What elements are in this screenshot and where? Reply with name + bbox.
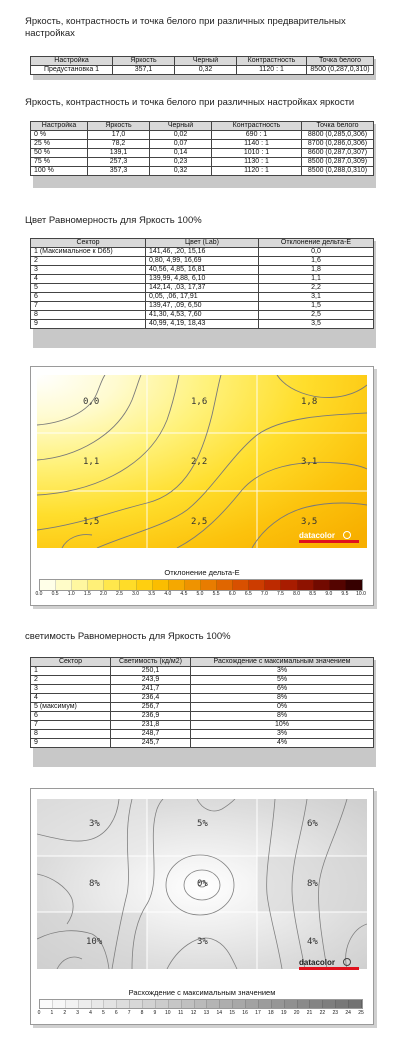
scale-swatch: [66, 1000, 79, 1008]
section1-title-line1: Яркость, контрастность и точка белого при различных предварительных: [25, 16, 346, 27]
scale-tick-label: 18: [268, 1010, 274, 1016]
column-header: Контрастность: [212, 122, 302, 131]
table-cell: Предустановка 1: [31, 66, 113, 75]
table-cell: 100 %: [31, 167, 88, 176]
table-cell: 236,4: [111, 694, 191, 703]
column-header: Сектор: [31, 239, 146, 248]
scale-tick-label: 3: [76, 1010, 80, 1016]
scale-swatch: [120, 580, 136, 590]
table-cell: 3%: [191, 730, 374, 739]
scale-tick-label: 19: [280, 1010, 287, 1016]
scale-tick-label: 4.5: [180, 591, 188, 597]
heatmap-cell-label: 0%: [197, 879, 208, 889]
table-cell: 6: [31, 712, 111, 721]
column-header: Точка белого: [302, 122, 374, 131]
table-cell: 40,99, 4,19, 18,43: [146, 320, 259, 329]
scale-swatch: [185, 580, 201, 590]
scale-tick-label: 3.0: [132, 591, 140, 597]
table-cell: 3: [31, 266, 146, 275]
scale-tick-label: 16: [242, 1010, 248, 1016]
table-row: [31, 66, 374, 75]
scale-swatch: [298, 580, 314, 590]
datacolor-logo: [299, 957, 359, 969]
table-cell: 5 (максимум): [31, 703, 111, 712]
heatmap-cell-label: 8%: [89, 879, 100, 889]
section2-title: Яркость, контрастность и точка белого при различных настройках яркости: [25, 97, 355, 108]
heatmap-cell-label: 1,8: [301, 397, 318, 407]
section3-title: Цвет Равномерность для Яркость 100%: [25, 215, 202, 226]
scale-tick-label: 8.5: [309, 591, 317, 597]
scale-tick-label: 14: [216, 1010, 223, 1016]
heatmap-cell-label: 3,1: [301, 457, 318, 467]
table-row: [31, 302, 374, 311]
table-cell: 8%: [191, 712, 374, 721]
table-cell: 1120 : 1: [237, 66, 307, 75]
luminance-uniformity-table: [30, 657, 374, 748]
table-cell: 17,0: [88, 131, 150, 140]
table-cell: 142,14, ,03, 17,37: [146, 284, 259, 293]
scale-tick-label: 7.5: [277, 591, 284, 597]
scale-tick-label: 13: [203, 1010, 210, 1016]
scale-swatch: [281, 580, 297, 590]
section4-title: светимость Равномерность для Яркость 100%: [25, 631, 231, 642]
scale-tick-label: 24: [345, 1010, 351, 1016]
table-row: [31, 667, 374, 676]
scale-swatch: [56, 580, 72, 590]
scale-tick-label: 5.0: [196, 591, 204, 597]
table-cell: 8%: [191, 694, 374, 703]
table-cell: 8500 (0,287,0,310): [307, 66, 374, 75]
column-header: Цвет (Lab): [146, 239, 259, 248]
scale-tick-label: 12: [190, 1010, 197, 1016]
table-cell: 0 %: [31, 131, 88, 140]
scale-swatch: [285, 1000, 298, 1008]
table-cell: 5: [31, 284, 146, 293]
logo-text: datacolor: [299, 958, 336, 967]
scale-swatch: [79, 1000, 92, 1008]
luminance-chart-panel: [30, 788, 374, 1025]
table-cell: 8500 (0,288,0,310): [302, 167, 374, 176]
table-cell: 139,47, ,09, 6,50: [146, 302, 259, 311]
scale-swatch: [104, 580, 120, 590]
table-row: [31, 275, 374, 284]
table-row: [31, 248, 374, 257]
scale-tick-label: 15: [229, 1010, 235, 1016]
scale-tick-label: 22: [319, 1010, 326, 1016]
scale-tick-label: 4.0: [164, 591, 172, 597]
scale-tick-label: 5.5: [212, 591, 220, 597]
table-cell: 41,30, 4,53, 7,60: [146, 311, 259, 320]
table-cell: 1,8: [259, 266, 374, 275]
table-cell: 141,46, ,20, 15,16: [146, 248, 259, 257]
logo-bar-icon: [299, 540, 359, 543]
heatmap-cell-label: 3,5: [301, 517, 318, 527]
scale-swatch: [249, 580, 265, 590]
datacolor-logo: [299, 530, 359, 542]
scale-swatch: [169, 580, 185, 590]
table-row: [31, 721, 374, 730]
table-cell: 10%: [191, 721, 374, 730]
scale-swatch: [137, 580, 153, 590]
scale-tick-label: 20: [293, 1010, 300, 1016]
scale-tick-label: 21: [306, 1010, 313, 1016]
column-header: Настройка: [31, 57, 113, 66]
table-cell: 248,7: [111, 730, 191, 739]
table-cell: 0,0: [259, 248, 374, 257]
table-cell: 1 (Максимальное к D65): [31, 248, 146, 257]
table-cell: 4%: [191, 739, 374, 748]
presets-table: [30, 56, 374, 75]
scale-swatch: [130, 1000, 143, 1008]
scale-swatch: [153, 580, 169, 590]
scale-swatch: [88, 580, 104, 590]
scale-swatch: [201, 580, 217, 590]
heatmap-cell-label: 0,0: [83, 397, 100, 407]
heatmap-cell-label: 2,5: [191, 517, 208, 527]
table-cell: 0,05, ,06, 17,91: [146, 293, 259, 302]
table-cell: 6%: [191, 685, 374, 694]
column-header: Точка белого: [307, 57, 374, 66]
table-cell: 4: [31, 275, 146, 284]
table-cell: 1130 : 1: [212, 158, 302, 167]
table-cell: 8800 (0,285,0,306): [302, 131, 374, 140]
column-header: Яркость: [88, 122, 150, 131]
scale-swatch: [233, 1000, 246, 1008]
scale-tick-label: 10.0: [356, 591, 366, 597]
table-cell: 241,7: [111, 685, 191, 694]
table-cell: 257,3: [88, 158, 150, 167]
logo-bar-icon: [299, 967, 359, 970]
scale-tick-label: 25: [358, 1010, 364, 1016]
table-cell: 50 %: [31, 149, 88, 158]
heatmap-cell-label: 10%: [86, 937, 103, 947]
scale-tick-label: 10: [165, 1010, 171, 1016]
scale-swatch: [207, 1000, 220, 1008]
table-cell: 8600 (0,287,0,307): [302, 149, 374, 158]
table-cell: 8: [31, 730, 111, 739]
scale-swatch: [330, 580, 346, 590]
scale-swatch: [40, 1000, 53, 1008]
table-cell: 0,07: [150, 140, 212, 149]
table-cell: 357,1: [113, 66, 175, 75]
table-cell: 357,3: [88, 167, 150, 176]
table-cell: 0,23: [150, 158, 212, 167]
table-header-row: [31, 658, 374, 667]
scale-tick-label: 6: [114, 1010, 118, 1016]
luminance-scale-ticks: [31, 1010, 373, 1018]
heatmap-cell-label: 1,5: [83, 517, 100, 527]
table-row: [31, 293, 374, 302]
table-row: [31, 685, 374, 694]
scale-swatch: [323, 1000, 336, 1008]
scale-swatch: [233, 580, 249, 590]
table-row: [31, 257, 374, 266]
heatmap-cell-label: 4%: [307, 937, 318, 947]
table-cell: 4: [31, 694, 111, 703]
scale-tick-label: 23: [332, 1010, 339, 1016]
scale-swatch: [259, 1000, 272, 1008]
column-header: Яркость: [113, 57, 175, 66]
table-row: [31, 320, 374, 329]
table-cell: 1,5: [259, 302, 374, 311]
color-uniformity-table: [30, 238, 374, 329]
scale-swatch: [314, 580, 330, 590]
heatmap-cell-label: 2,2: [191, 457, 208, 467]
table-cell: 75 %: [31, 158, 88, 167]
table-cell: 2,2: [259, 284, 374, 293]
table-row: [31, 703, 374, 712]
table-cell: 250,1: [111, 667, 191, 676]
column-header: Отклонение дельта-E: [259, 239, 374, 248]
table-cell: 0,14: [150, 149, 212, 158]
table-row: [31, 284, 374, 293]
table-cell: 139,1: [88, 149, 150, 158]
scale-tick-label: 4: [89, 1010, 92, 1016]
heatmap-cell-label: 1,6: [191, 397, 208, 407]
scale-tick-label: 0.5: [51, 591, 59, 597]
table-cell: 231,8: [111, 721, 191, 730]
heatmap-cell-label: 3%: [89, 819, 100, 829]
column-header: Черный: [175, 57, 237, 66]
column-header: Контрастность: [237, 57, 307, 66]
chart1-caption: Отклонение дельта-E: [164, 568, 240, 577]
table-cell: 139,99, 4,88, 6,10: [146, 275, 259, 284]
table-cell: 1140 : 1: [212, 140, 302, 149]
scale-tick-label: 3.5: [148, 591, 156, 597]
table-cell: 8700 (0,286,0,306): [302, 140, 374, 149]
scale-swatch: [182, 1000, 195, 1008]
logo-circle-icon: [343, 531, 351, 539]
scale-tick-label: 0.0: [35, 591, 43, 597]
scale-tick-label: 0: [37, 1010, 41, 1016]
scale-swatch: [349, 1000, 362, 1008]
table-cell: 3%: [191, 667, 374, 676]
table-cell: 1,6: [259, 257, 374, 266]
table-row: [31, 311, 374, 320]
table-row: [31, 149, 374, 158]
scale-swatch: [272, 1000, 285, 1008]
table-cell: 3: [31, 685, 111, 694]
scale-tick-label: 9.5: [341, 591, 349, 597]
heatmap-cell-label: 8%: [307, 879, 318, 889]
table-cell: 6: [31, 293, 146, 302]
table-cell: 0,32: [175, 66, 237, 75]
scale-swatch: [346, 580, 362, 590]
heatmap-cell-label: 6%: [307, 819, 318, 829]
scale-swatch: [265, 580, 281, 590]
scale-swatch: [117, 1000, 130, 1008]
table-cell: 1120 : 1: [212, 167, 302, 176]
table-row: [31, 739, 374, 748]
scale-tick-label: 9.0: [325, 591, 333, 597]
scale-swatch: [217, 580, 233, 590]
scale-tick-label: 7.0: [260, 591, 268, 597]
delta-e-color-scale: [39, 579, 363, 591]
scale-swatch: [336, 1000, 349, 1008]
scale-tick-label: 8: [140, 1010, 144, 1016]
heatmap-cell-label: 1,1: [83, 457, 100, 467]
table-cell: 40,56, 4,85, 16,81: [146, 266, 259, 275]
column-header: Черный: [150, 122, 212, 131]
table-row: [31, 694, 374, 703]
scale-tick-label: 5: [102, 1010, 105, 1016]
table-row: [31, 730, 374, 739]
table-cell: 0,80, 4,99, 16,69: [146, 257, 259, 266]
table-header-row: [31, 57, 374, 66]
table-row: [31, 158, 374, 167]
logo-text: datacolor: [299, 531, 336, 540]
scale-tick-label: 1.5: [83, 591, 91, 597]
heatmap-cell-label: 3%: [197, 937, 208, 947]
scale-tick-label: 1.0: [67, 591, 75, 597]
column-header: Настройка: [31, 122, 88, 131]
table-cell: 245,7: [111, 739, 191, 748]
table-cell: 9: [31, 739, 111, 748]
scale-tick-label: 2: [63, 1010, 67, 1016]
scale-tick-label: 7: [127, 1010, 131, 1016]
table-cell: 2: [31, 676, 111, 685]
table-row: [31, 712, 374, 721]
table-row: [31, 131, 374, 140]
scale-swatch: [72, 580, 88, 590]
table-cell: 3,1: [259, 293, 374, 302]
scale-swatch: [143, 1000, 156, 1008]
scale-swatch: [104, 1000, 117, 1008]
table-cell: 236,9: [111, 712, 191, 721]
scale-swatch: [53, 1000, 66, 1008]
table-cell: 7: [31, 721, 111, 730]
table-cell: 25 %: [31, 140, 88, 149]
scale-tick-label: 11: [178, 1010, 184, 1016]
table-cell: 8: [31, 311, 146, 320]
table-cell: 8500 (0,287,0,309): [302, 158, 374, 167]
column-header: Сектор: [31, 658, 111, 667]
table-cell: 1,1: [259, 275, 374, 284]
section1-title-line2: настройках: [25, 28, 75, 39]
logo-circle-icon: [343, 958, 351, 966]
table-row: [31, 140, 374, 149]
scale-swatch: [156, 1000, 169, 1008]
table-header-row: [31, 239, 374, 248]
scale-swatch: [40, 580, 56, 590]
table-cell: 2,5: [259, 311, 374, 320]
table-cell: 690 : 1: [212, 131, 302, 140]
scale-tick-label: 2.5: [116, 591, 123, 597]
scale-tick-label: 9: [153, 1010, 157, 1016]
scale-swatch: [195, 1000, 208, 1008]
scale-tick-label: 1: [50, 1010, 54, 1016]
table-cell: 9: [31, 320, 146, 329]
scale-swatch: [169, 1000, 182, 1008]
scale-swatch: [92, 1000, 105, 1008]
scale-swatch: [298, 1000, 311, 1008]
luminance-gray-scale: [39, 999, 363, 1009]
table-cell: 0,32: [150, 167, 212, 176]
heatmap-cell-label: 5%: [197, 819, 208, 829]
table-row: [31, 167, 374, 176]
brightness-table: [30, 121, 374, 176]
scale-tick-label: 2.0: [99, 591, 107, 597]
table-cell: 1010 : 1: [212, 149, 302, 158]
scale-tick-label: 17: [255, 1010, 261, 1016]
scale-tick-label: 8.0: [293, 591, 301, 597]
scale-tick-label: 6.0: [228, 591, 236, 597]
table-cell: 1: [31, 667, 111, 676]
scale-swatch: [246, 1000, 259, 1008]
table-cell: 243,9: [111, 676, 191, 685]
table-cell: 256,7: [111, 703, 191, 712]
scale-swatch: [220, 1000, 233, 1008]
table-row: [31, 266, 374, 275]
table-cell: 0,02: [150, 131, 212, 140]
table-row: [31, 676, 374, 685]
table-cell: 78,2: [88, 140, 150, 149]
table-cell: 7: [31, 302, 146, 311]
delta-e-chart-panel: [30, 366, 374, 606]
column-header: Светимость (кд/м2): [111, 658, 191, 667]
column-header: Расхождение с максимальным значением: [191, 658, 374, 667]
table-cell: 0%: [191, 703, 374, 712]
table-cell: 3,5: [259, 320, 374, 329]
table-cell: 5%: [191, 676, 374, 685]
scale-swatch: [310, 1000, 323, 1008]
scale-tick-label: 6.5: [244, 591, 252, 597]
chart2-caption: Расхождение с максимальным значением: [128, 988, 276, 997]
table-cell: 2: [31, 257, 146, 266]
delta-e-scale-ticks: [31, 591, 373, 599]
table-header-row: [31, 122, 374, 131]
